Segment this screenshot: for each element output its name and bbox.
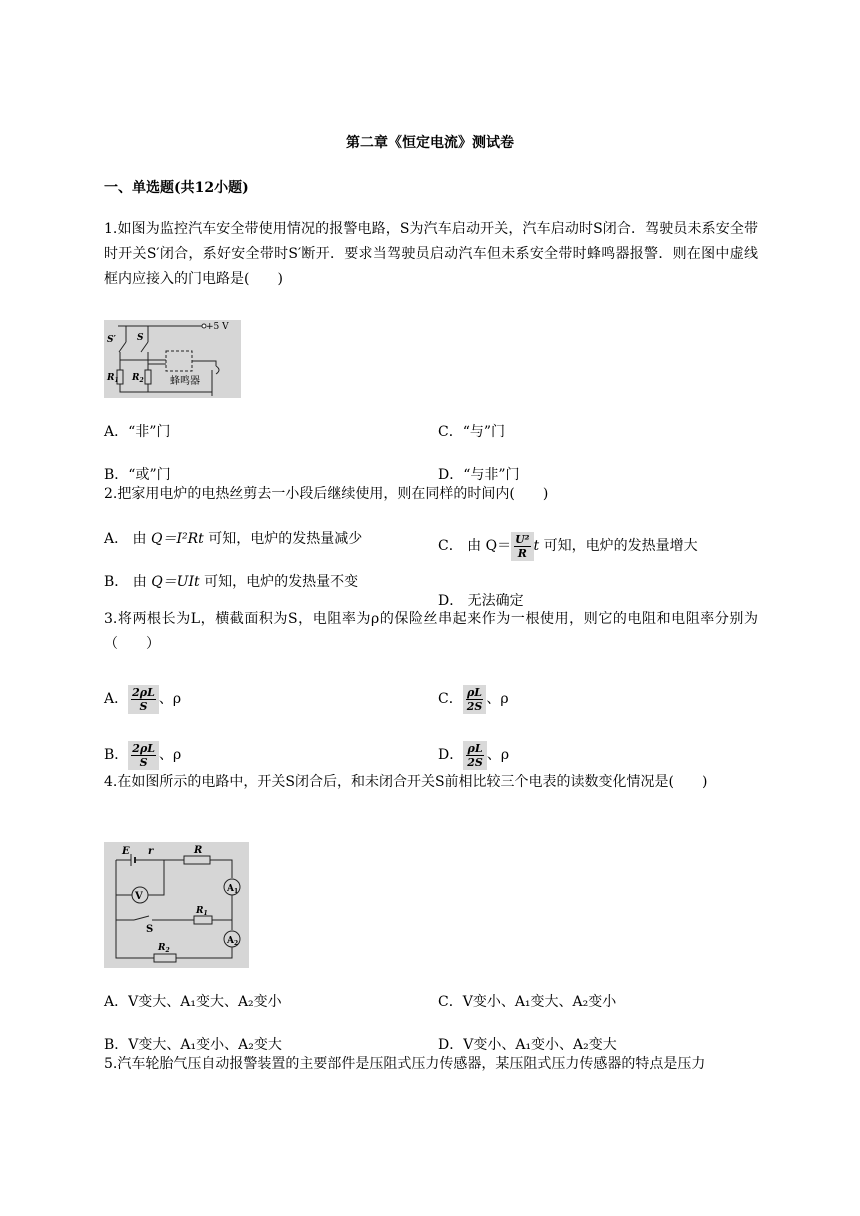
fraction: $\frac{\rho L}{2S}$ <box>463 741 487 770</box>
question-5-stem: 5.汽车轮胎气压自动报警装置的主要部件是压阻式压力传感器，某压阻式压力传感器的特点是压力 <box>104 1056 706 1072</box>
fraction: $\frac{\rho L}{2S}$ <box>463 685 487 714</box>
voltmeter-label: V <box>135 891 143 902</box>
question-2-option-d[interactable]: D． 无法确定 <box>438 593 524 609</box>
fraction: $\frac{2\rho L}{S}$ <box>128 685 159 714</box>
question-1-figure <box>104 320 241 398</box>
question-1-option-d[interactable]: D．“与非”门 <box>438 467 520 483</box>
buzzer-label: 蜂鸣器 <box>170 376 200 387</box>
fraction: $\frac{2\rho L}{S}$ <box>128 741 159 770</box>
emf-label: E <box>122 846 130 857</box>
internal-resistance-label: r <box>148 846 154 857</box>
question-4-option-b[interactable]: B．V变大、A₁变小、A₂变大 <box>104 1037 282 1053</box>
question-3-option-a[interactable]: A． $\frac{2\rho L}{S}$ 、ρ <box>104 685 182 713</box>
formula: Q＝I²Rt <box>151 531 204 547</box>
page-title: 第二章《恒定电流》测试卷 <box>346 135 514 151</box>
question-3-option-d[interactable]: D． $\frac{\rho L}{2S}$ 、ρ <box>438 741 510 769</box>
ammeter-a1-label: $A_1$ <box>227 884 239 895</box>
question-3-stem: 3.将两根长为L，横截面积为S，电阻率为ρ的保险丝串起来作为一根使用，则它的电阻和电阻率分别为（ ） <box>104 611 758 652</box>
question-4-figure <box>104 842 249 968</box>
question-2-option-b[interactable]: B． 由 Q＝UIt 可知，电炉的发热量不变 <box>104 574 359 590</box>
question-1-option-a[interactable]: A．“非”门 <box>104 424 171 440</box>
question-1-option-b[interactable]: B．“或”门 <box>104 467 171 483</box>
question-3-option-c[interactable]: C． $\frac{\rho L}{2S}$ 、ρ <box>438 685 509 713</box>
supply-label: +5 V <box>206 322 229 332</box>
question-2-option-a[interactable]: A． 由 Q＝I²Rt 可知，电炉的发热量减少 <box>104 531 363 547</box>
question-2-stem: 2.把家用电炉的电热丝剪去一小段后继续使用，则在同样的时间内( ) <box>104 486 549 502</box>
fraction: $\frac{\text{U²}}{R}$ <box>511 532 533 561</box>
question-4-stem: 4.在如图所示的电路中，开关S闭合后，和未闭合开关S前相比较三个电表的读数变化情况是( ) <box>104 774 708 790</box>
question-3-option-b[interactable]: B． $\frac{2\rho L}{S}$ 、ρ <box>104 741 182 769</box>
switch-s-label: S <box>137 333 144 343</box>
switch-s-label: S <box>146 924 154 935</box>
switch-s-prime-label: S′ <box>107 335 116 345</box>
section-heading: 一、单选题(共12小题) <box>104 180 249 196</box>
resistor-r2-label: $R_2$ <box>158 943 170 954</box>
question-4-option-c[interactable]: C．V变小、A₁变大、A₂变小 <box>438 994 617 1010</box>
question-4-option-d[interactable]: D．V变小、A₁变小、A₂变大 <box>438 1037 617 1053</box>
resistor-r-label: R <box>194 845 203 856</box>
question-4-option-a[interactable]: A．V变大、A₁变大、A₂变小 <box>104 994 282 1010</box>
resistor-r1-label: $R_1$ <box>196 906 208 917</box>
resistor-r2-label: $R_2$ <box>132 373 144 384</box>
question-2-option-c[interactable]: C． 由 Q＝ $\frac{\text{U²}}{R}$ t 可知，电炉的发热量增大 <box>438 532 698 560</box>
question-1-option-c[interactable]: C．“与”门 <box>438 424 506 440</box>
resistor-r1-label: $R_1$ <box>107 373 119 384</box>
question-1-stem: 1.如图为监控汽车安全带使用情况的报警电路，S为汽车启动开关，汽车启动时S闭合．驾驶员未系安全带时开关S′闭合，系好安全带时S′断开．要求当驾驶员启动汽车但未系安全带时蜂鸣器报警．则在图中虚线框内应接入的门电路是( ) <box>104 221 758 287</box>
ammeter-a2-label: $A_2$ <box>227 936 239 947</box>
formula: Q＝UIt <box>151 574 200 590</box>
